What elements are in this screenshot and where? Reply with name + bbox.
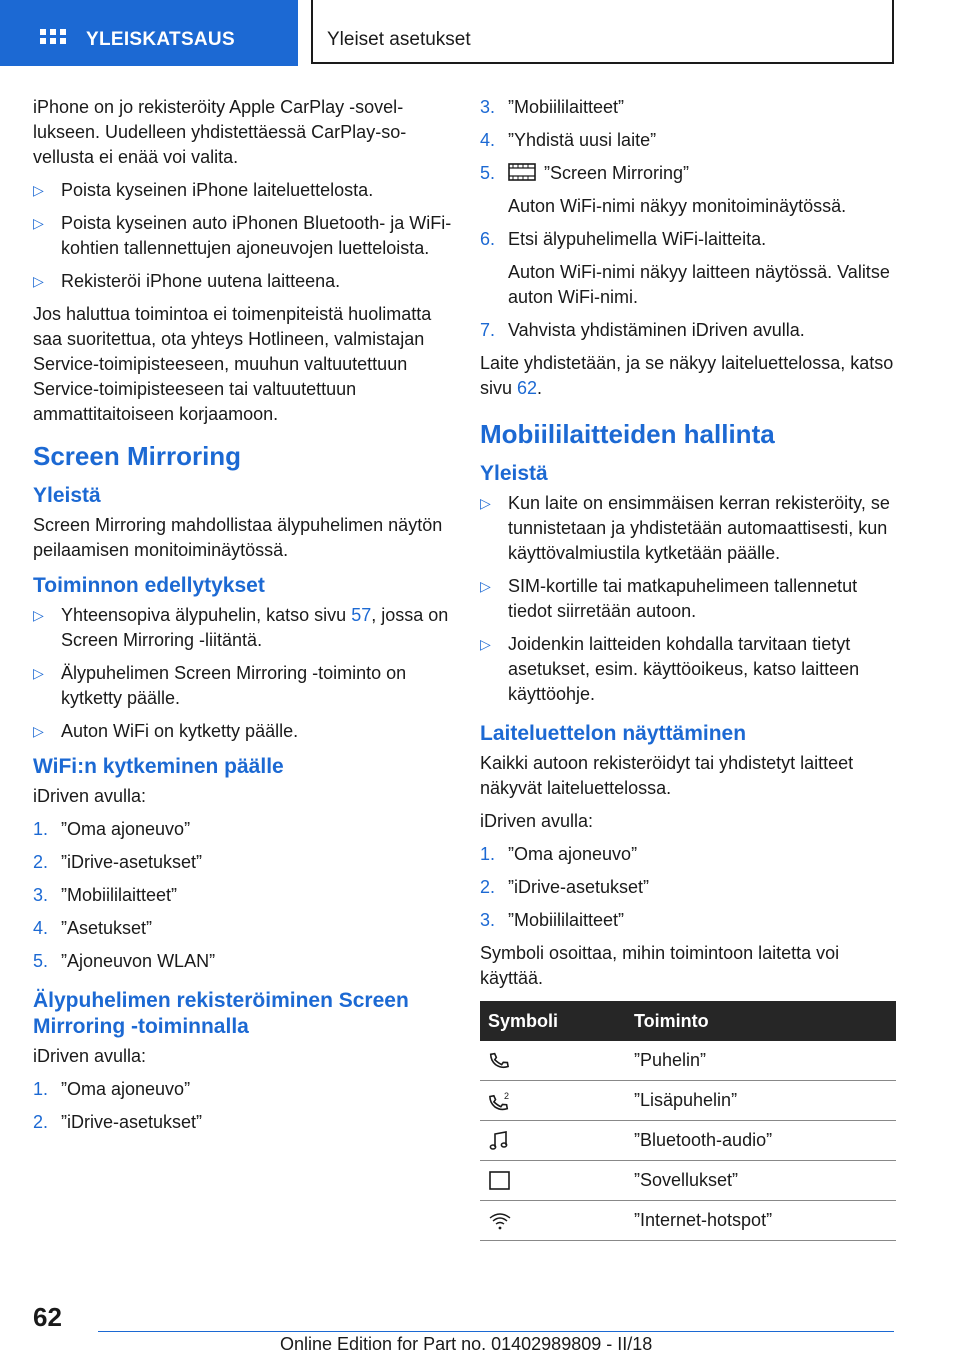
list-item-text: Etsi älypuhelimella WiFi-laitteita. (508, 229, 767, 249)
apps-square-icon (488, 1170, 512, 1192)
list-item-text: ”Screen Mirroring” (544, 163, 690, 183)
column-header-function: Toiminto (626, 1001, 896, 1041)
right-column (480, 95, 896, 1241)
triangle-bullet-icon: ▷ (480, 578, 491, 594)
list-item (33, 211, 453, 261)
list-item-text: ”Oma ajoneuvo” (61, 819, 191, 839)
list-item: 1. ”Oma ajoneuvo” (480, 844, 638, 864)
list-item (33, 269, 453, 294)
intro-paragraph: iPhone on jo rekisteröity Apple CarPlay -sovellukseen. Uudelleen yhdistettäessä CarPlay-sovellusta ei enää voi valita. (33, 97, 407, 167)
tab-overview-label: YLEISKATSAUS (86, 29, 235, 50)
register-steps-continued (480, 95, 896, 343)
triangle-bullet-icon: ▷ (480, 636, 491, 652)
list-item-text: , jossa on Screen Mirroring -liitäntä. (61, 605, 449, 650)
list-item-text: Poista kyseinen iPhone laiteluettelosta. (61, 180, 374, 200)
list-item-text: SIM-kortille tai matkapuhelimeen tallennetut tiedot siirretään autoon. (508, 576, 858, 621)
list-item: 7. Vahvista yhdistäminen iDriven avulla. (480, 320, 805, 340)
heading-requirements: Toiminnon edellytykset (33, 574, 265, 597)
list-item-subtext: Auton WiFi-nimi näkyy monitoiminäytössä. (508, 196, 847, 216)
list-item-text: Auton WiFi on kytketty päälle. (61, 721, 299, 741)
tab-overview[interactable] (0, 0, 298, 66)
list-item: 5. ”Ajoneuvon WLAN” (33, 951, 216, 971)
screen-mirroring-icon (508, 163, 536, 181)
list-item-text: Älypuhelimen Screen Mirroring -toiminto on kytketty päälle. (61, 663, 407, 708)
table-cell-function: ”Bluetooth-audio” (626, 1121, 896, 1161)
table-cell-function: ”Internet-hotspot” (626, 1201, 896, 1241)
list-item-text: Rekisteröi iPhone uutena laitteena. (61, 271, 341, 291)
table-cell-function: ”Sovellukset” (626, 1161, 896, 1201)
idrive-label: iDriven avulla: (33, 786, 147, 806)
list-item (480, 632, 896, 707)
list-item (480, 574, 896, 624)
list-item: 4. ”Asetukset” (33, 918, 153, 938)
list-item: 1. ”Oma ajoneuvo” (33, 819, 191, 839)
list-item (33, 603, 453, 653)
triangle-bullet-icon: ▷ (33, 665, 44, 681)
triangle-bullet-icon: ▷ (33, 273, 44, 289)
list-item: 2. ”iDrive-asetukset” (33, 852, 203, 872)
requirements-list (33, 603, 453, 744)
intro-bullet-list (33, 178, 453, 294)
heading-general: Yleistä (480, 462, 548, 485)
list-item: 5. ”Screen Mirroring” Auton WiFi-nimi näkyy monitoiminäytössä. (480, 161, 896, 219)
list-item: 3. ”Mobiililaitteet” (480, 910, 625, 930)
list-item: 6. Etsi älypuhelimella WiFi-laitteita. Auton WiFi-nimi näkyy laitteen näytössä. Valitse auton WiFi-nimi. (480, 227, 896, 310)
symbol-paragraph: Symboli osoittaa, mihin toimintoon laitetta voi käyttää. (480, 943, 840, 988)
table-cell-function: ”Lisäpuhelin” (626, 1081, 896, 1121)
list-item-text: ”iDrive-asetukset” (61, 852, 203, 872)
list-item: 2. ”iDrive-asetukset” (480, 877, 650, 897)
column-header-symbol: Symboli (480, 1001, 626, 1041)
secondary-phone-icon (488, 1090, 512, 1112)
tab-general-settings[interactable] (311, 0, 894, 64)
list-item-text: ”Mobiililaitteet” (61, 885, 178, 905)
triangle-bullet-icon: ▷ (33, 182, 44, 198)
list-item-text: ”Mobiililaitteet” (508, 910, 625, 930)
list-item-text: ”Mobiililaitteet” (508, 97, 625, 117)
list-item-text: Joidenkin laitteiden kohdalla tarvitaan tietyt asetukset, esim. käyttöoikeus, katso laitteen käyttöohje. (508, 634, 860, 704)
hotline-paragraph: Jos haluttua toimintoa ei toimenpiteistä huolimatta saa suoritettua, ota yhteys Hotlineen, valmistajan Service-toimipisteeseen, muuhun valtuutettuun Service-toimipisteeseen tai valtuutettuun ammattitaitoiseen korjaamoon. (33, 304, 432, 424)
heading-general: Yleistä (33, 484, 101, 507)
list-item-text: ”Oma ajoneuvo” (508, 844, 638, 864)
heading-show-device-list: Laiteluettelon näyttäminen (480, 722, 747, 745)
list-item-subtext: Auton WiFi-nimi näkyy laitteen näytössä. Valitse auton WiFi-nimi. (508, 262, 890, 307)
list-item: 4. ”Yhdistä uusi laite” (480, 130, 657, 150)
left-column (33, 95, 453, 1143)
table-header-row (480, 1001, 896, 1041)
heading-wifi-on: WiFi:n kytkeminen päälle (33, 755, 284, 778)
table-row (480, 1161, 896, 1201)
table-row (480, 1081, 896, 1121)
list-item (33, 178, 453, 203)
list-item-text: ”iDrive-asetukset” (508, 877, 650, 897)
table-row (480, 1121, 896, 1161)
page-link-62[interactable]: 62 (517, 378, 538, 398)
list-paragraph: Kaikki autoon rekisteröidyt tai yhdistetyt laitteet näkyvät laiteluettelossa. (480, 753, 854, 798)
list-item-text: ”Oma ajoneuvo” (61, 1079, 191, 1099)
footer-divider (98, 1331, 894, 1332)
list-item-text: ”Ajoneuvon WLAN” (61, 951, 216, 971)
heading-screen-mirroring: Screen Mirroring (33, 441, 242, 471)
general-paragraph: Screen Mirroring mahdollistaa älypuhelimen näytön peilaamisen monitoiminäytössä. (33, 515, 443, 560)
music-note-icon (488, 1130, 510, 1152)
list-item (33, 661, 453, 711)
triangle-bullet-icon: ▷ (33, 215, 44, 231)
list-item (480, 491, 896, 566)
connected-paragraph: Laite yhdistetään, ja se näkyy laiteluettelossa, katso sivu 62. (480, 353, 894, 398)
list-item (33, 719, 453, 744)
list-item-text: ”Asetukset” (61, 918, 153, 938)
list-item: 2. ”iDrive-asetukset” (33, 1112, 203, 1132)
table-cell-function: ”Puhelin” (626, 1041, 896, 1081)
grid-menu-icon (40, 29, 68, 51)
symbol-table (480, 1001, 896, 1241)
wifi-hotspot-icon (488, 1210, 512, 1232)
list-item-text: ”Yhdistä uusi laite” (508, 130, 657, 150)
idrive-label: iDriven avulla: (480, 811, 594, 831)
tab-general-settings-label: Yleiset asetukset (327, 29, 471, 50)
idrive-label: iDriven avulla: (33, 1046, 147, 1066)
top-bar (0, 0, 960, 66)
list-item: 1. ”Oma ajoneuvo” (33, 1079, 191, 1099)
list-item-text: Yhteensopiva älypuhelin, katso sivu (61, 605, 352, 625)
triangle-bullet-icon: ▷ (33, 723, 44, 739)
list-item-text: ”iDrive-asetukset” (61, 1112, 203, 1132)
list-steps (480, 842, 896, 933)
list-item-text: Poista kyseinen auto iPhonen Bluetooth- ja WiFi-kohtien tallennettujen ajoneuvojen luetteloista. (61, 213, 452, 258)
heading-manage-devices: Mobiililaitteiden hallinta (480, 419, 775, 449)
list-item-text: Vahvista yhdistäminen iDriven avulla. (508, 320, 805, 340)
list-item-text: Kun laite on ensimmäisen kerran rekisteröity, se tunnistetaan ja yhdistetään automaattisesti, kun käyttövalmiustila kytketään päälle. (508, 493, 890, 563)
table-row (480, 1041, 896, 1081)
list-item: 3. ”Mobiililaitteet” (480, 97, 625, 117)
table-row (480, 1201, 896, 1241)
list-item: 3. ”Mobiililaitteet” (33, 885, 178, 905)
footer-edition: Online Edition for Part no. 01402989809 - II/18 (280, 1334, 653, 1354)
triangle-bullet-icon: ▷ (33, 607, 44, 623)
heading-register-smartphone: Älypuhelimen rekisteröiminen Screen Mirroring -toiminnalla (33, 989, 409, 1038)
phone-icon (488, 1050, 510, 1072)
register-steps-list (33, 1077, 453, 1135)
page-number: 62 (33, 1302, 62, 1332)
manage-bullet-list (480, 491, 896, 707)
page-link-57[interactable]: 57 (351, 605, 372, 625)
svg-text:2: 2 (504, 1090, 510, 1101)
wifi-steps-list (33, 817, 453, 974)
triangle-bullet-icon: ▷ (480, 495, 491, 511)
